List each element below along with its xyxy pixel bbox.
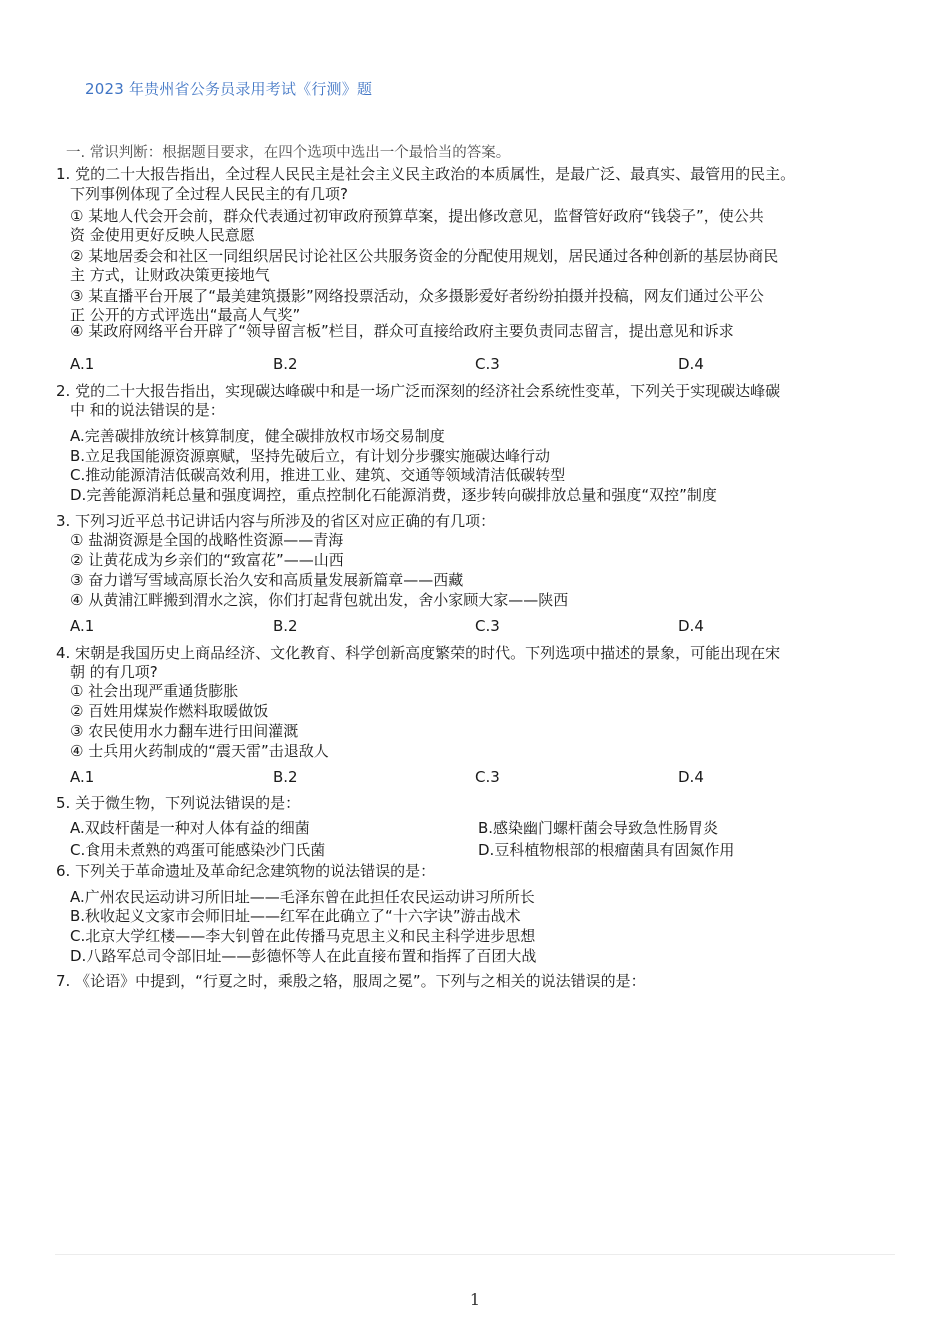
option-c: C.3 <box>475 355 500 373</box>
option-a: A.广州农民运动讲习所旧址——毛泽东曾在此担任农民运动讲习所所长 <box>70 888 535 906</box>
page-number: 1 <box>469 1290 481 1309</box>
option-a: A.1 <box>70 617 95 635</box>
option-a: A.双歧杆菌是一种对人体有益的细菌 <box>70 819 310 837</box>
option-a: A.1 <box>70 768 95 786</box>
statement-4: ④ 从黄浦江畔搬到渭水之滨，你们打起背包就出发，舍小家顾大家——陕西 <box>70 591 569 609</box>
option-b: B.2 <box>273 617 298 635</box>
question-text: 中 和的说法错误的是： <box>70 401 225 419</box>
question-text: 下列事例体现了全过程人民民主的有几项? <box>70 185 348 203</box>
question-text: 2. 党的二十大报告指出，实现碳达峰碳中和是一场广泛而深刻的经济社会系统性变革，下列关于实现碳达峰碳 <box>56 382 781 400</box>
statement-2: ② 百姓用煤炭作燃料取暖做饭 <box>70 702 269 720</box>
statement-4: ④ 士兵用火药制成的“震天雷”击退敌人 <box>70 742 329 760</box>
question-text: 3. 下列习近平总书记讲话内容与所涉及的省区对应正确的有几项： <box>56 512 496 530</box>
option-d: D.4 <box>678 355 704 373</box>
option-d: D.豆科植物根部的根瘤菌具有固氮作用 <box>478 841 735 859</box>
statement-2: ② 让黄花成为乡亲们的“致富花”——山西 <box>70 551 344 569</box>
statement-3: ③ 某直播平台开展了“最美建筑摄影”网络投票活动，众多摄影爱好者纷纷拍摄并投稿，网友们通过公平公 <box>70 287 764 305</box>
option-c: C.北京大学红楼——李大钊曾在此传播马克思主义和民主科学进步思想 <box>70 927 536 945</box>
statement-1-cont: 资 金使用更好反映人民意愿 <box>70 226 255 244</box>
option-b: B.2 <box>273 768 298 786</box>
statement-3: ③ 农民使用水力翻车进行田间灌溉 <box>70 722 299 740</box>
question-text: 6. 下列关于革命遗址及革命纪念建筑物的说法错误的是： <box>56 862 436 880</box>
option-b: B.秋收起义文家市会师旧址——红军在此确立了“十六字诀”游击战术 <box>70 907 521 925</box>
statement-2-cont: 主 方式，让财政决策更接地气 <box>70 266 270 284</box>
option-d: D.4 <box>678 617 704 635</box>
option-a: A.1 <box>70 355 95 373</box>
statement-1: ① 某地人代会开会前，群众代表通过初审政府预算草案，提出修改意见，监督管好政府“钱袋子”，使公共 <box>70 207 764 225</box>
statement-4: ④ 某政府网络平台开辟了“领导留言板”栏目，群众可直接给政府主要负责同志留言，提出意见和诉求 <box>70 322 734 340</box>
option-c: C.3 <box>475 617 500 635</box>
option-c: C.推动能源清洁低碳高效利用，推进工业、建筑、交通等领域清洁低碳转型 <box>70 466 566 484</box>
option-b: B.感染幽门螺杆菌会导致急性肠胃炎 <box>478 819 719 837</box>
option-c: C.3 <box>475 768 500 786</box>
statement-3-cont: 正 公开的方式评选出“最高人气奖” <box>70 306 301 324</box>
question-text: 1. 党的二十大报告指出，全过程人民民主是社会主义民主政治的本质属性，是最广泛、最真实、最管用的民主。 <box>56 165 796 183</box>
question-text: 朝 的有几项? <box>70 663 158 681</box>
option-d: D.4 <box>678 768 704 786</box>
option-a: A.完善碳排放统计核算制度，健全碳排放权市场交易制度 <box>70 427 445 445</box>
document-title: 2023 年贵州省公务员录用考试《行测》题 <box>85 80 373 98</box>
question-text: 5. 关于微生物，下列说法错误的是： <box>56 794 301 812</box>
section-heading: 一. 常识判断：根据题目要求，在四个选项中选出一个最恰当的答案。 <box>66 145 511 161</box>
option-d: D.八路军总司令部旧址——彭德怀等人在此直接布置和指挥了百团大战 <box>70 947 537 965</box>
statement-1: ① 社会出现严重通货膨胀 <box>70 682 239 700</box>
question-text: 7. 《论语》中提到，“行夏之时，乘殷之辂，服周之冕”。下列与之相关的说法错误的是： <box>56 972 646 990</box>
option-b: B.2 <box>273 355 298 373</box>
option-d: D.完善能源消耗总量和强度调控，重点控制化石能源消费，逐步转向碳排放总量和强度“双控”制度 <box>70 486 717 504</box>
question-text: 4. 宋朝是我国历史上商品经济、文化教育、科学创新高度繁荣的时代。下列选项中描述的景象，可能出现在宋 <box>56 644 781 662</box>
footer-divider <box>55 1254 895 1255</box>
option-b: B.立足我国能源资源禀赋，坚持先破后立，有计划分步骤实施碳达峰行动 <box>70 447 551 465</box>
option-c: C.食用未煮熟的鸡蛋可能感染沙门氏菌 <box>70 841 326 859</box>
statement-2: ② 某地居委会和社区一同组织居民讨论社区公共服务资金的分配使用规划，居民通过各种创新的基层协商民 <box>70 247 779 265</box>
statement-1: ① 盐湖资源是全国的战略性资源——青海 <box>70 531 344 549</box>
statement-3: ③ 奋力谱写雪域高原长治久安和高质量发展新篇章——西藏 <box>70 571 464 589</box>
